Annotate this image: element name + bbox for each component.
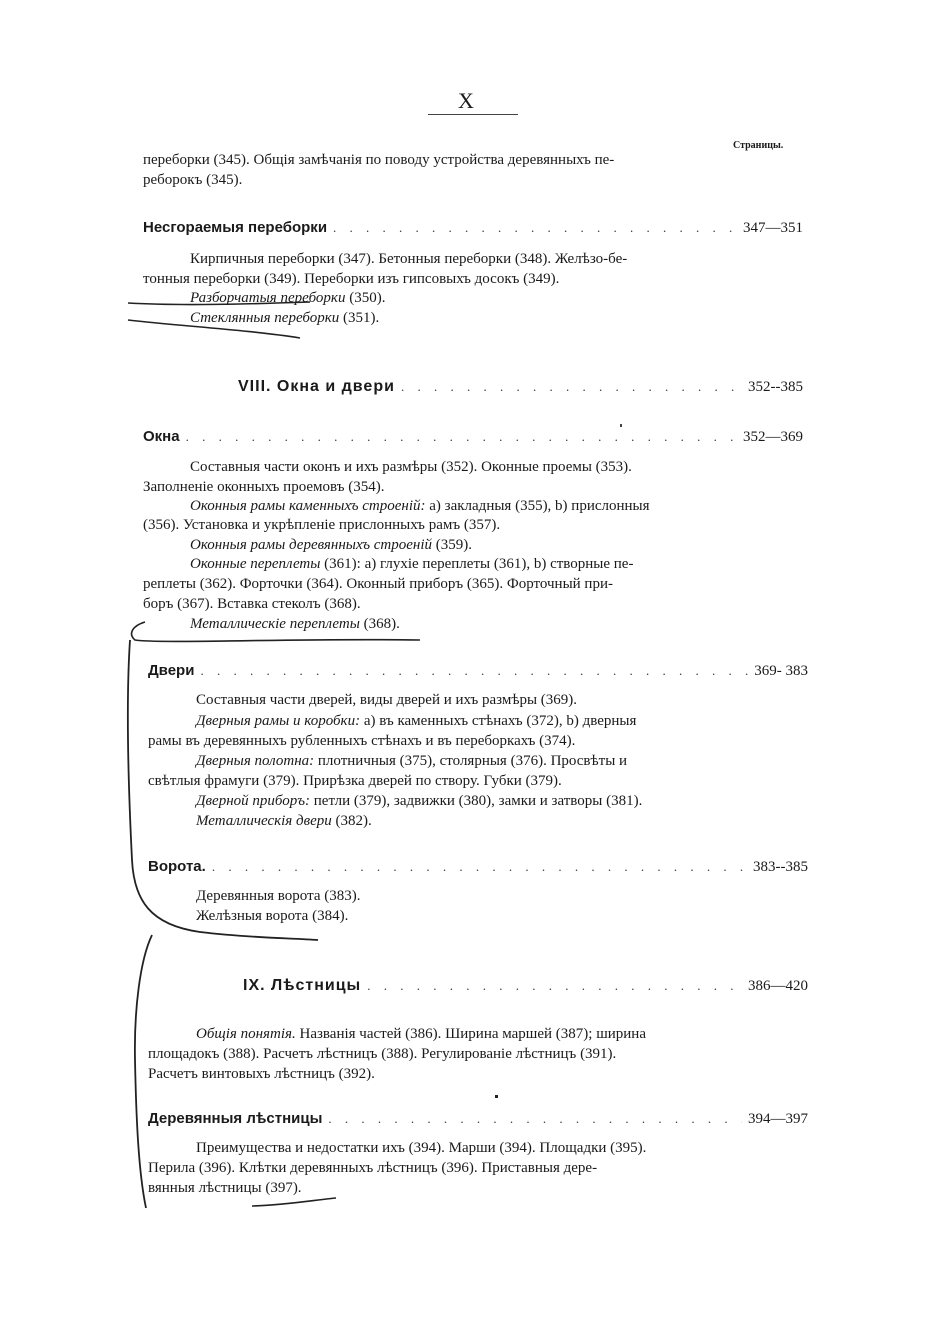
subitem-label: Дверныя полотна: (196, 753, 315, 769)
pen-bracket-mark (132, 622, 420, 641)
subitem-label: Стеклянныя переборки (190, 310, 340, 326)
entry-text-line: Расчетъ винтовыхъ лѣстницъ (392). (148, 1066, 375, 1082)
subitem-text: a) закладныя (355), b) прислонныя (425, 498, 650, 514)
entry-text-line: Желѣзныя ворота (384). (196, 908, 349, 924)
entry-pages: 369- 383 (754, 663, 808, 679)
pen-underline-mark (128, 320, 300, 338)
entry-pages: 347—351 (743, 220, 803, 236)
continuation-line: переборки (345). Общія замѣчанія по поводу устройства деревянныхъ пе- (143, 152, 615, 168)
subitem-label: Металлическія двери (196, 813, 332, 829)
subitem-label: Оконные переплеты (190, 556, 321, 572)
entry-title: Деревянныя лѣстницы (148, 1110, 323, 1127)
subitem-label: Общія понятія. (196, 1026, 296, 1042)
pen-underline-mark (128, 302, 310, 305)
entry-title: Несгораемыя переборки (143, 219, 328, 236)
entry-text-line: боръ (367). Вставка стеколъ (368). (143, 596, 361, 612)
entry-text-line: площадокъ (388). Расчетъ лѣстницъ (388). Регулированіе лѣстницъ (391). (148, 1046, 617, 1062)
entry-pages: 394—397 (748, 1111, 808, 1127)
entry-text-line: Составныя части дверей, виды дверей и ихъ размѣры (369). (196, 692, 578, 708)
page-number: X (458, 88, 474, 113)
entry-text-line: рамы въ деревянныхъ рубленныхъ стѣнахъ и въ переборкахъ (374). (148, 733, 576, 749)
chapter-pages: 386—420 (748, 978, 808, 994)
pen-bracket-mark (128, 640, 318, 940)
subitem-label: Оконныя рамы деревянныхъ строеній (190, 537, 433, 553)
chapter-pages: 352--385 (748, 379, 803, 395)
pen-bracket-mark (135, 935, 152, 1208)
subitem-text: петли (379), задвижки (380), замки и затворы (381). (310, 793, 643, 809)
entry-text-line: тонныя переборки (349). Переборки изъ гипсовыхъ досокъ (349). (143, 271, 560, 287)
continuation-line: реборокъ (345). (143, 172, 243, 188)
pen-underline-mark (252, 1198, 336, 1206)
entry-text-line: Преимущества и недостатки ихъ (394). Марши (394). Площадки (395). (196, 1140, 647, 1156)
entry-title: Ворота. (148, 858, 206, 875)
ink-speck (620, 424, 622, 427)
chapter-title: IX. Лѣстницы (243, 977, 362, 994)
subitem-text: плотничныя (375), столярныя (376). Просвѣты и (314, 753, 628, 769)
subitem-ref: (359). (432, 537, 473, 553)
subitem-ref: (382). (331, 813, 372, 829)
entry-text-line: свѣтлыя фрамуги (379). Прирѣзка дверей по створу. Губки (379). (148, 773, 562, 789)
subitem-text: Названія частей (386). Ширина маршей (387); ширина (295, 1026, 646, 1042)
entry-pages: 383--385 (753, 859, 808, 875)
entry-text-line: Деревянныя ворота (383). (196, 888, 361, 904)
entry-text-line: Заполненіе оконныхъ проемовъ (354). (143, 479, 385, 495)
pages-column-label: Страницы. (733, 140, 784, 151)
subitem-label: Дверныя рамы и коробки: (196, 713, 361, 729)
entry-text-line: Составныя части оконъ и ихъ размѣры (352). Оконные проемы (353). (190, 459, 632, 475)
entry-text-line: вянныя лѣстницы (397). (148, 1180, 302, 1196)
subitem-label: Металлическіе переплеты (190, 616, 360, 632)
chapter-title: VIII. Окна и двери (238, 378, 395, 395)
entry-text-line: реплеты (362). Форточки (364). Оконный приборъ (365). Форточный при- (143, 576, 613, 592)
subitem-label: Дверной приборъ: (196, 793, 311, 809)
entry-text-line: Перила (396). Клѣтки деревянныхъ лѣстницъ (396). Приставныя дере- (148, 1160, 598, 1176)
entry-pages: 352—369 (743, 429, 803, 445)
subitem-text: (361): a) глухіе переплеты (361), b) створные пе- (320, 556, 634, 572)
entry-text-line: (356). Установка и укрѣпленіе прислонныхъ рамъ (357). (143, 517, 501, 533)
subitem-label: Оконныя рамы каменныхъ строеній: (190, 498, 426, 514)
subitem-ref: (368). (359, 616, 400, 632)
subitem-text: a) въ каменныхъ стѣнахъ (372), b) дверныя (360, 713, 637, 729)
ink-speck (495, 1095, 498, 1098)
subitem-ref: (350). (345, 290, 386, 306)
entry-title: Двери (148, 662, 195, 679)
entry-text-line: Кирпичныя переборки (347). Бетонныя переборки (348). Желѣзо-бе- (190, 251, 628, 267)
entry-title: Окна (143, 428, 180, 445)
subitem-ref: (351). (339, 310, 380, 326)
subitem-label: Разборчатыя переборки (190, 290, 346, 306)
